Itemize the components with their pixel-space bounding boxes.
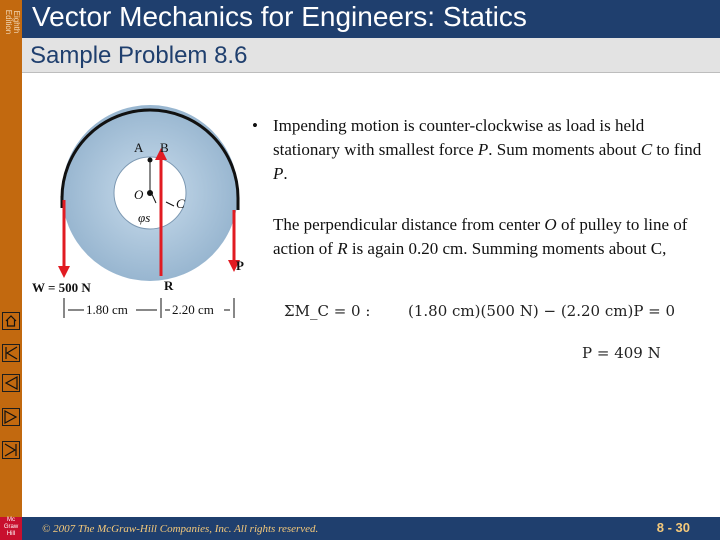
copyright-text: © 2007 The McGraw-Hill Companies, Inc. All rights reserved. (42, 523, 319, 535)
label-w: W = 500 N (32, 280, 91, 295)
var-c: C (640, 140, 653, 159)
last-icon[interactable] (2, 441, 20, 459)
slide-footer (22, 517, 720, 540)
bullet-paragraph (252, 114, 714, 186)
first-icon[interactable] (2, 344, 20, 362)
page-number: 8 - 30 (656, 520, 690, 535)
bullet-text-part: . (283, 164, 288, 183)
label-r: R (164, 278, 174, 293)
edition-text: Eighth Edition (4, 9, 21, 35)
dim-2-label: 2.20 cm (172, 302, 214, 317)
second-paragraph (273, 213, 715, 261)
pulley-svg (28, 98, 252, 324)
sidebar (0, 0, 22, 540)
pulley-diagram (28, 98, 252, 324)
equation-sum-moments: ΣM_C = 0 : (284, 302, 371, 320)
label-p: P (236, 258, 244, 273)
slide-title: Vector Mechanics for Engineers: Statics (32, 1, 527, 32)
slide-subtitle: Sample Problem 8.6 (30, 42, 248, 69)
label-o: O (134, 187, 144, 202)
label-c: C (176, 196, 185, 211)
equation-result: P = 409 N (582, 344, 661, 362)
var-p: P (273, 164, 284, 183)
bullet-text (273, 114, 714, 186)
bullet-text-part: Impending motion is counter-clockwise as load is held stationary with smallest force (273, 116, 645, 159)
previous-icon[interactable] (2, 374, 20, 392)
var-o: O (544, 215, 557, 234)
bullet-text-part: . Sum moments about (488, 140, 641, 159)
para-part: The perpendicular distance from center (273, 215, 545, 234)
next-icon[interactable] (2, 408, 20, 426)
bullet-text-part: to find (652, 140, 702, 159)
label-phi: φs (138, 210, 151, 225)
para-part: is again 0.20 cm. Summing moments about C, (347, 239, 667, 258)
para-part: of pulley to line of action of (273, 215, 688, 258)
point-a (148, 158, 153, 163)
w-arrowhead (58, 266, 70, 278)
dim-1-label: 1.80 cm (86, 302, 128, 317)
label-b: B (160, 140, 169, 155)
bullet-dot: • (252, 116, 258, 135)
edition-label (0, 0, 22, 44)
slide-subheader (22, 38, 720, 73)
var-r: R (337, 239, 348, 258)
label-a: A (134, 140, 144, 155)
var-p: P (477, 140, 489, 159)
equation-moment-balance: (1.80 cm)(500 N) − (2.20 cm)P = 0 (408, 302, 676, 320)
home-icon[interactable] (2, 312, 20, 330)
publisher-logo: Mc Graw Hill (0, 517, 22, 540)
slide-header (22, 0, 720, 38)
